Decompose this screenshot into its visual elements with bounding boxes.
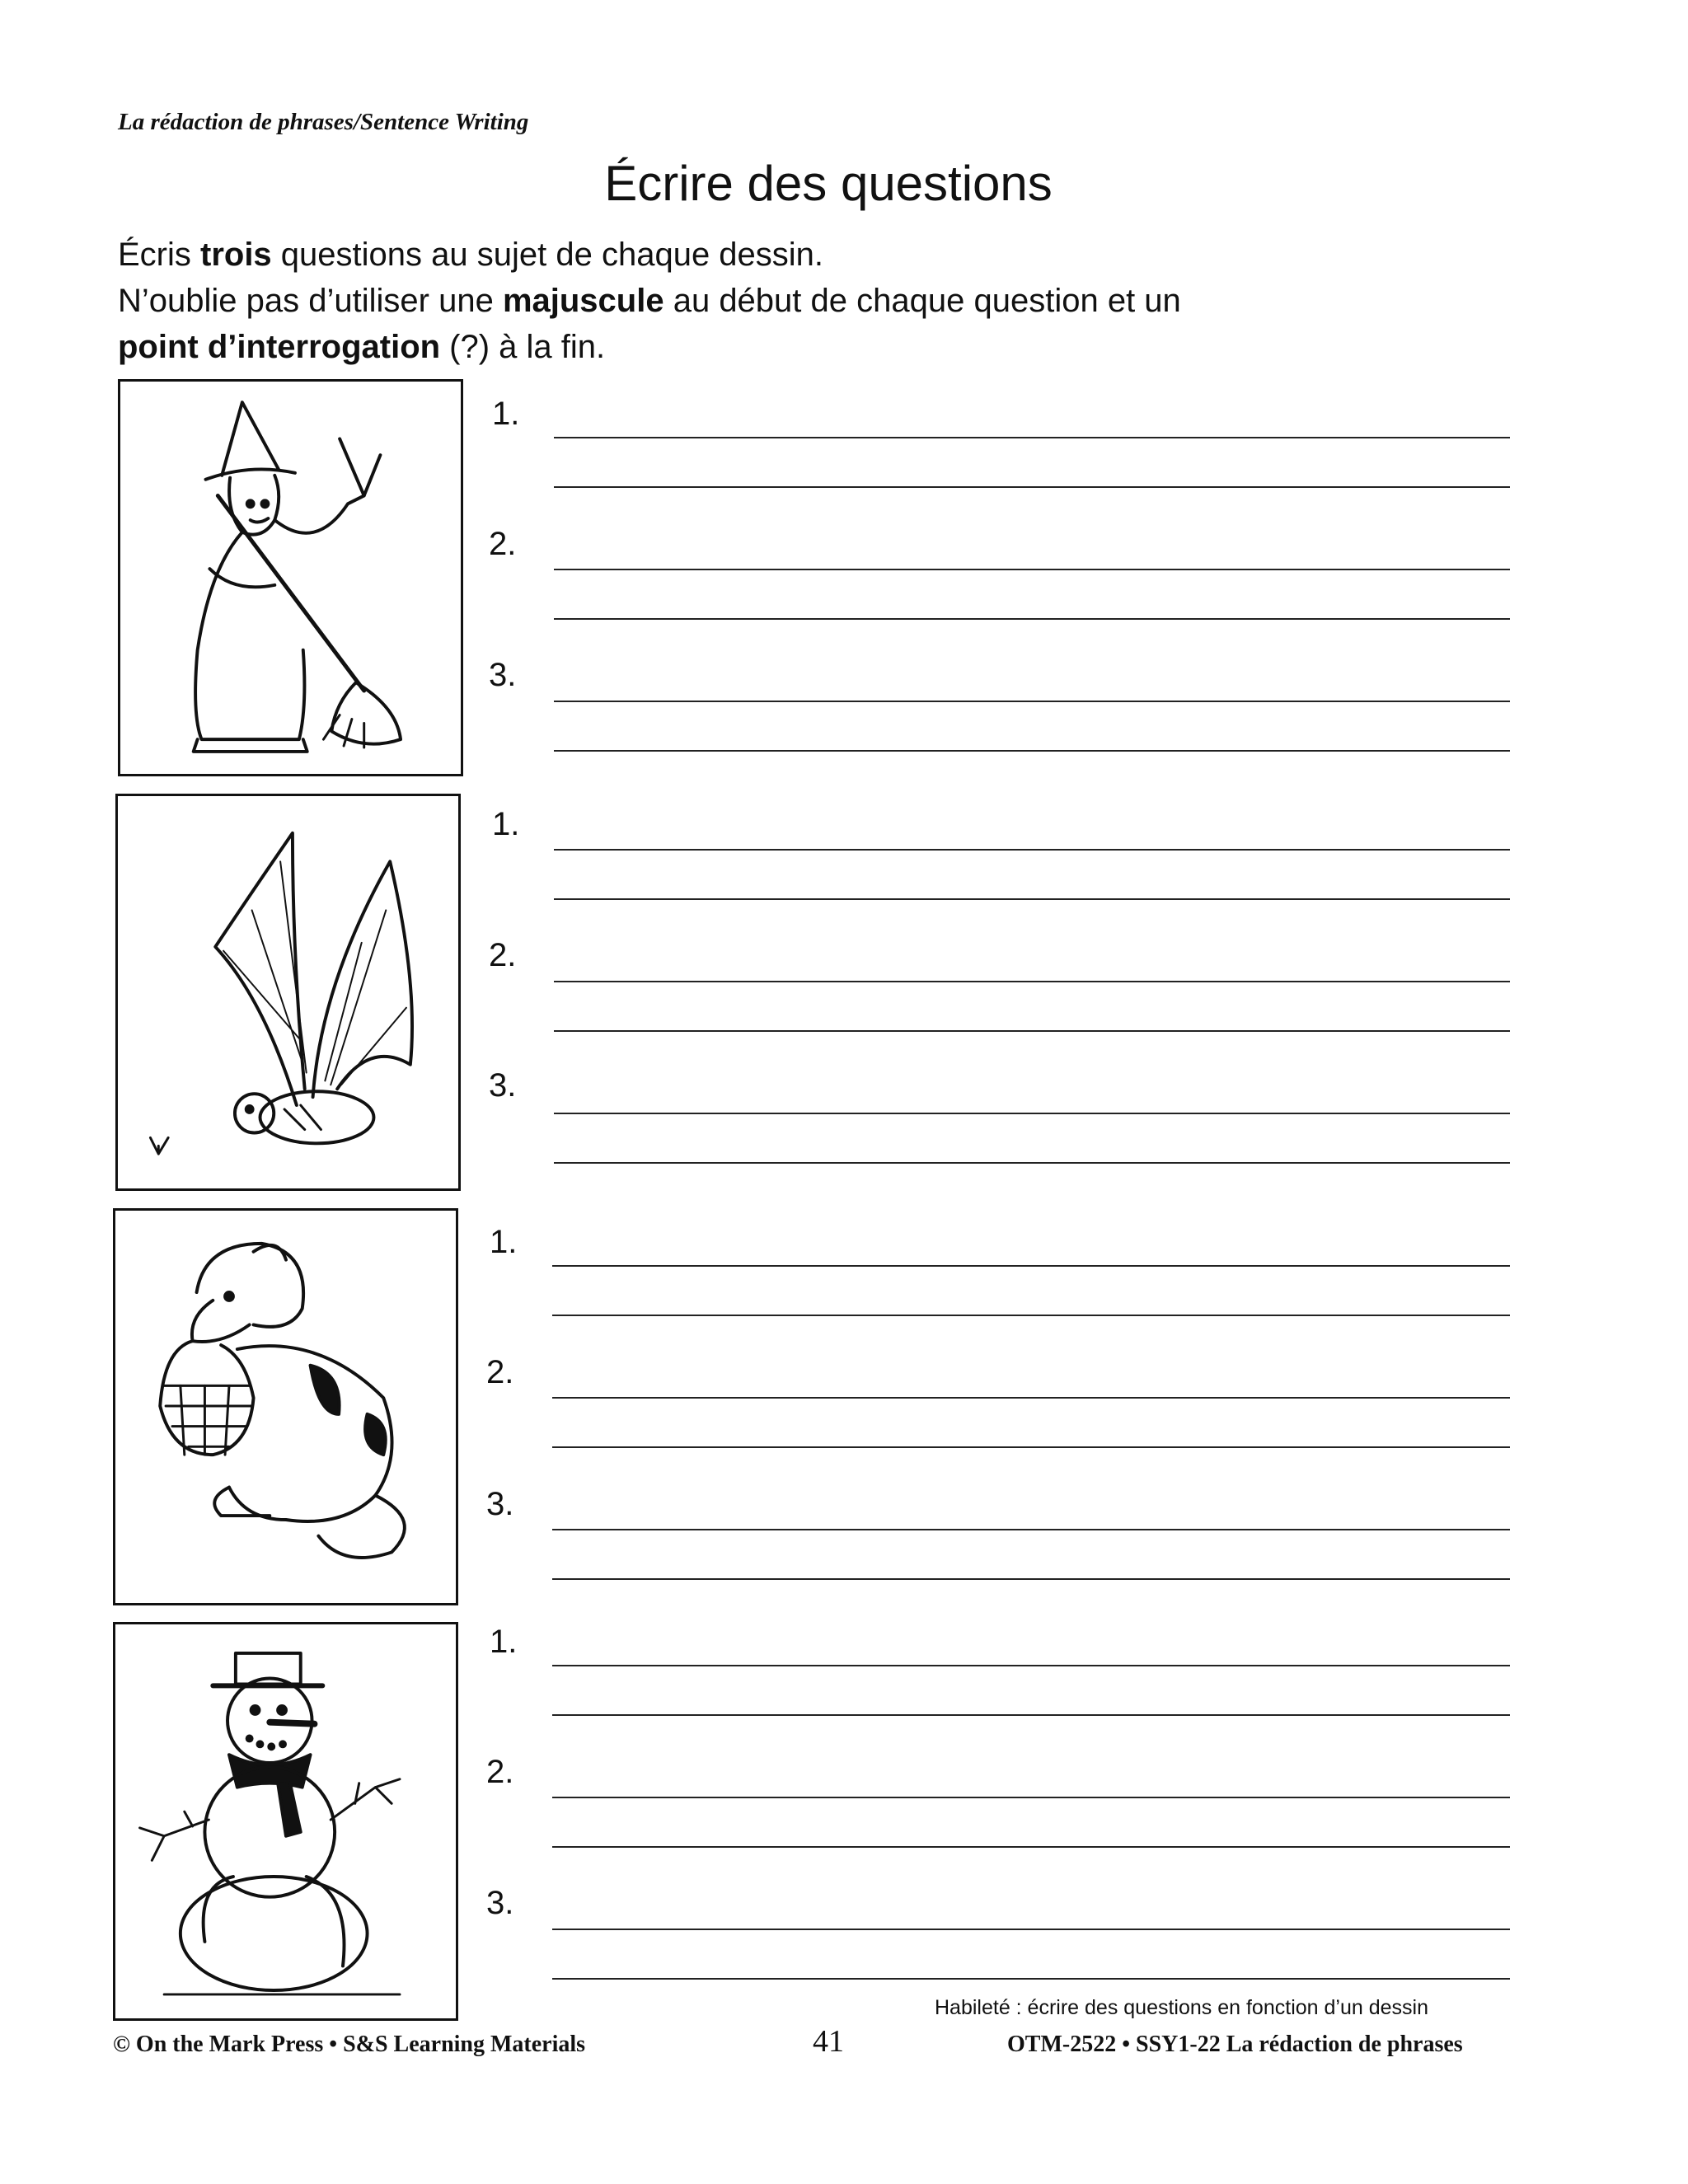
answer-line[interactable]: [552, 1929, 1510, 1930]
copyright-footer: © On the Mark Press • S&S Learning Materials: [113, 2032, 586, 2057]
answer-line[interactable]: [554, 437, 1510, 438]
answer-line[interactable]: [554, 486, 1510, 488]
answer-line[interactable]: [552, 1446, 1510, 1448]
answer-line[interactable]: [554, 1030, 1510, 1032]
series-header: La rédaction de phrases/Sentence Writing: [118, 109, 529, 135]
dog-with-basket-icon: [115, 1211, 456, 1603]
number-3-3: 3.: [486, 1486, 514, 1522]
answer-line[interactable]: [552, 1665, 1510, 1666]
page-number: 41: [813, 2024, 844, 2059]
answer-line[interactable]: [552, 1846, 1510, 1848]
number-4-2: 2.: [486, 1754, 514, 1790]
answer-line[interactable]: [554, 569, 1510, 570]
number-1-1: 1.: [492, 396, 520, 432]
bat-picture: [115, 794, 461, 1191]
page-title: Écrire des questions: [604, 156, 1053, 211]
answer-line[interactable]: [552, 1978, 1510, 1980]
answer-line[interactable]: [554, 1113, 1510, 1114]
answer-line[interactable]: [554, 849, 1510, 851]
snowman-picture: [113, 1622, 458, 2021]
number-1-2: 2.: [489, 526, 517, 562]
answer-line[interactable]: [552, 1315, 1510, 1316]
answer-line[interactable]: [554, 981, 1510, 982]
dog-picture: [113, 1208, 458, 1605]
answer-line[interactable]: [554, 1162, 1510, 1164]
answer-line[interactable]: [552, 1529, 1510, 1530]
number-4-3: 3.: [486, 1885, 514, 1921]
number-2-2: 2.: [489, 937, 517, 973]
answer-line[interactable]: [552, 1265, 1510, 1267]
answer-line[interactable]: [552, 1797, 1510, 1798]
answer-line[interactable]: [554, 701, 1510, 702]
answer-line[interactable]: [552, 1578, 1510, 1580]
number-2-1: 1.: [492, 806, 520, 842]
snowman-icon: [115, 1624, 456, 2018]
answer-line[interactable]: [552, 1397, 1510, 1399]
instruction-line-2: N’oublie pas d’utiliser une majuscule au début de chaque question et un: [118, 283, 1181, 319]
answer-line[interactable]: [552, 1714, 1510, 1716]
answer-line[interactable]: [554, 618, 1510, 620]
number-3-2: 2.: [486, 1354, 514, 1390]
instruction-line-3: point d’interrogation (?) à la fin.: [118, 329, 606, 365]
witch-with-broom-icon: [120, 382, 461, 774]
product-code-footer: OTM-2522 • SSY1-22 La rédaction de phrases: [1007, 2032, 1463, 2057]
number-1-3: 3.: [489, 657, 517, 693]
witch-picture: [118, 379, 463, 776]
number-4-1: 1.: [490, 1624, 518, 1660]
number-2-3: 3.: [489, 1067, 517, 1104]
answer-line[interactable]: [554, 750, 1510, 752]
bat-icon: [118, 796, 458, 1188]
instruction-line-1: Écris trois questions au sujet de chaque dessin.: [118, 237, 824, 273]
answer-line[interactable]: [554, 898, 1510, 900]
skill-note: Habileté : écrire des questions en fonction d’un dessin: [935, 1996, 1428, 2019]
number-3-1: 1.: [490, 1224, 518, 1260]
